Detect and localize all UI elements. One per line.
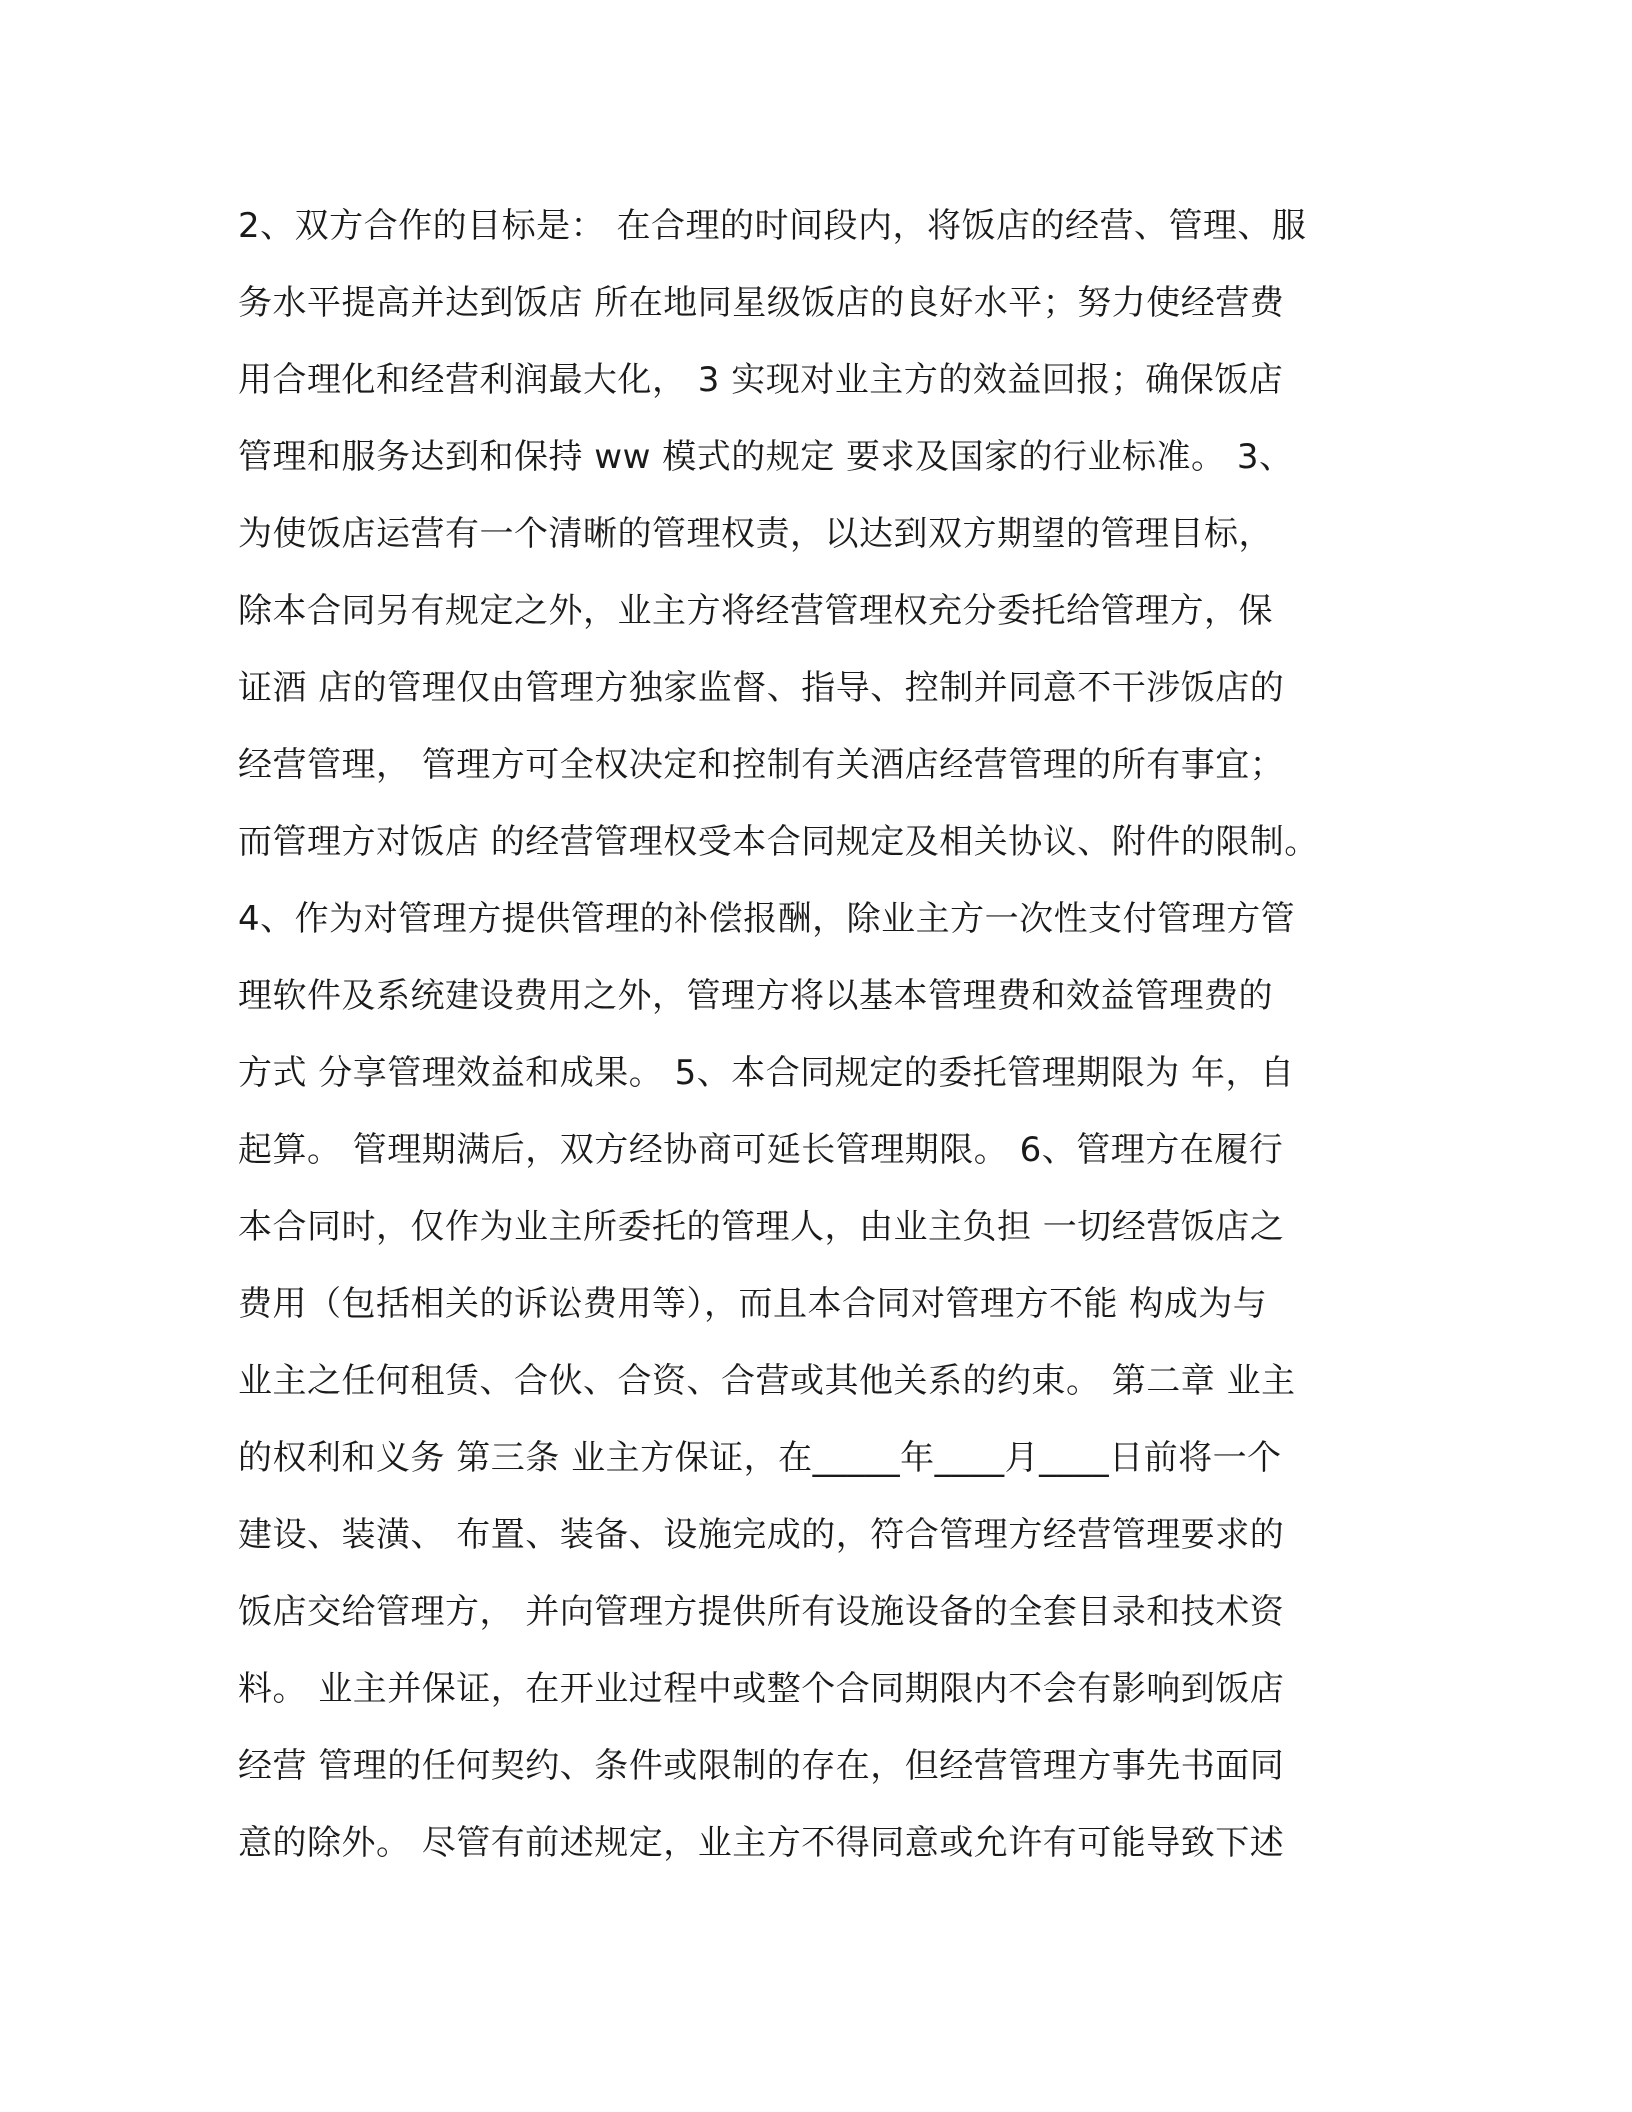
text-line: 业主之任何租赁、合伙、合资、合营或其他关系的约束。 第二章 业主 [238,1361,1296,1401]
text-line: 用合理化和经营利润最大化， 3 实现对业主方的效益回报；确保饭店 [238,360,1284,400]
text-line: 方式 分享管理效益和成果。 5、本合同规定的委托管理期限为 年，自 [238,1053,1295,1093]
text-line: 证酒 店的管理仅由管理方独家监督、指导、控制并同意不干涉饭店的 [238,668,1285,708]
text-line: 起算。 管理期满后，双方经协商可延长管理期限。 6、管理方在履行 [238,1130,1284,1170]
text-line: 经营 管理的任何契约、条件或限制的存在，但经营管理方事先书面同 [238,1746,1285,1786]
text-line: 本合同时，仅作为业主所委托的管理人，由业主负担 一切经营饭店之 [238,1207,1285,1247]
body-text [238,188,1398,1882]
text-line: 的权利和义务 第三条 业主方保证，在_____年____月____日前将一个 [238,1438,1282,1478]
text-line: 建设、装潢、 布置、装备、设施完成的，符合管理方经营管理要求的 [238,1515,1285,1555]
text-line: 管理和服务达到和保持 ww 模式的规定 要求及国家的行业标准。 3、 [238,437,1294,477]
text-line: 经营管理， 管理方可全权决定和控制有关酒店经营管理的所有事宜； [238,745,1285,785]
text-line: 2、双方合作的目标是： 在合理的时间段内，将饭店的经营、管理、服 [238,206,1307,246]
text-line: 除本合同另有规定之外，业主方将经营管理权充分委托给管理方，保 [238,591,1273,631]
text-line: 饭店交给管理方， 并向管理方提供所有设施设备的全套目录和技术资 [238,1592,1285,1632]
text-line: 料。 业主并保证，在开业过程中或整个合同期限内不会有影响到饭店 [238,1669,1285,1709]
text-line: 理软件及系统建设费用之外，管理方将以基本管理费和效益管理费的 [238,976,1273,1016]
text-line: 为使饭店运营有一个清晰的管理权责，以达到双方期望的管理目标， [238,514,1273,554]
text-line: 意的除外。 尽管有前述规定，业主方不得同意或允许有可能导致下述 [238,1823,1285,1863]
text-line: 务水平提高并达到饭店 所在地同星级饭店的良好水平；努力使经营费 [238,283,1285,323]
text-line: 4、作为对管理方提供管理的补偿报酬，除业主方一次性支付管理方管 [238,899,1296,939]
text-line: 费用（包括相关的诉讼费用等），而且本合同对管理方不能 构成为与 [238,1284,1268,1324]
text-line: 而管理方对饭店 的经营管理权受本合同规定及相关协议、附件的限制。 [238,822,1319,862]
